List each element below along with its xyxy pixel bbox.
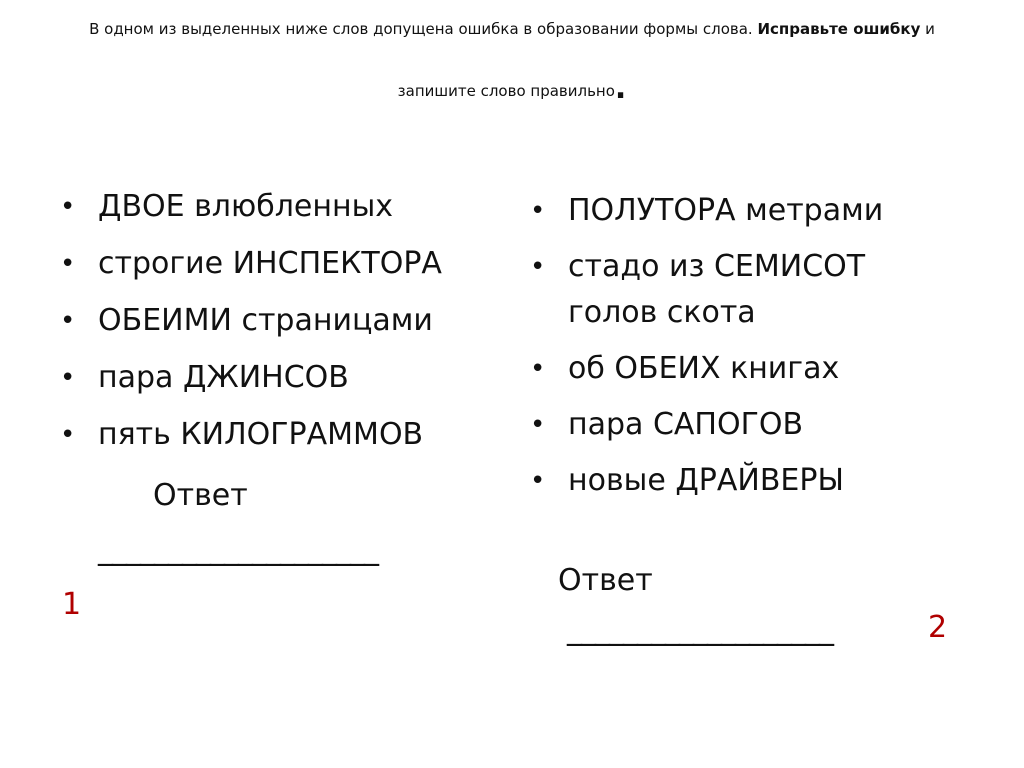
task-text-line2: запишите слово правильно <box>397 82 615 100</box>
list-item <box>530 188 1000 234</box>
list-item-text: новые ДРАЙВЕРЫ <box>568 463 844 498</box>
bullet-icon: • <box>530 410 546 440</box>
list-item <box>60 298 500 344</box>
bullet-icon: • <box>530 196 546 226</box>
list-item-text: пять КИЛОГРАММОВ <box>98 417 424 452</box>
answer-label-left: Ответ <box>153 478 248 513</box>
answer-line-left: ____________________ <box>98 532 378 567</box>
list-item-text: пара САПОГОВ <box>568 407 804 442</box>
left-word-list <box>60 184 500 469</box>
answer-label-right: Ответ <box>558 563 653 598</box>
bullet-icon: • <box>60 306 76 336</box>
answer-line-right: ___________________ <box>567 612 833 647</box>
right-word-list <box>530 188 1000 514</box>
bullet-icon: • <box>60 363 76 393</box>
list-item-text: ОБЕИМИ страницами <box>98 303 433 338</box>
bullet-icon: • <box>60 192 76 222</box>
task-tail-text: и <box>920 20 935 38</box>
task-number-2: 2 <box>928 610 948 645</box>
list-item <box>530 346 1000 392</box>
bullet-icon: • <box>60 249 76 279</box>
list-item <box>60 241 500 287</box>
task-instruction-line1 <box>20 20 1004 38</box>
task-period: . <box>614 71 627 106</box>
task-bold-text: Исправьте ошибку <box>757 20 921 38</box>
list-item <box>60 184 500 230</box>
list-item-text: об ОБЕИХ книгах <box>568 351 840 386</box>
list-item <box>530 402 1000 448</box>
task-number-1: 1 <box>62 587 82 622</box>
bullet-icon: • <box>530 252 546 282</box>
bullet-icon: • <box>60 420 76 450</box>
list-item-text: ПОЛУТОРА метрами <box>568 193 884 228</box>
list-item-text: строгие ИНСПЕКТОРА <box>98 246 442 281</box>
list-item-text: пара ДЖИНСОВ <box>98 360 349 395</box>
bullet-icon: • <box>530 354 546 384</box>
list-item <box>60 355 500 401</box>
list-item-text: стадо из СЕМИСОТ голов скота <box>568 249 866 330</box>
list-item <box>530 244 1000 336</box>
bullet-icon: • <box>530 466 546 496</box>
list-item-text: ДВОЕ влюбленных <box>98 189 394 224</box>
list-item <box>530 458 1000 504</box>
list-item <box>60 412 500 458</box>
task-text: В одном из выделенных ниже слов допущена ошибка в образовании формы слова. <box>89 20 758 38</box>
task-instruction-line2 <box>20 71 1004 106</box>
